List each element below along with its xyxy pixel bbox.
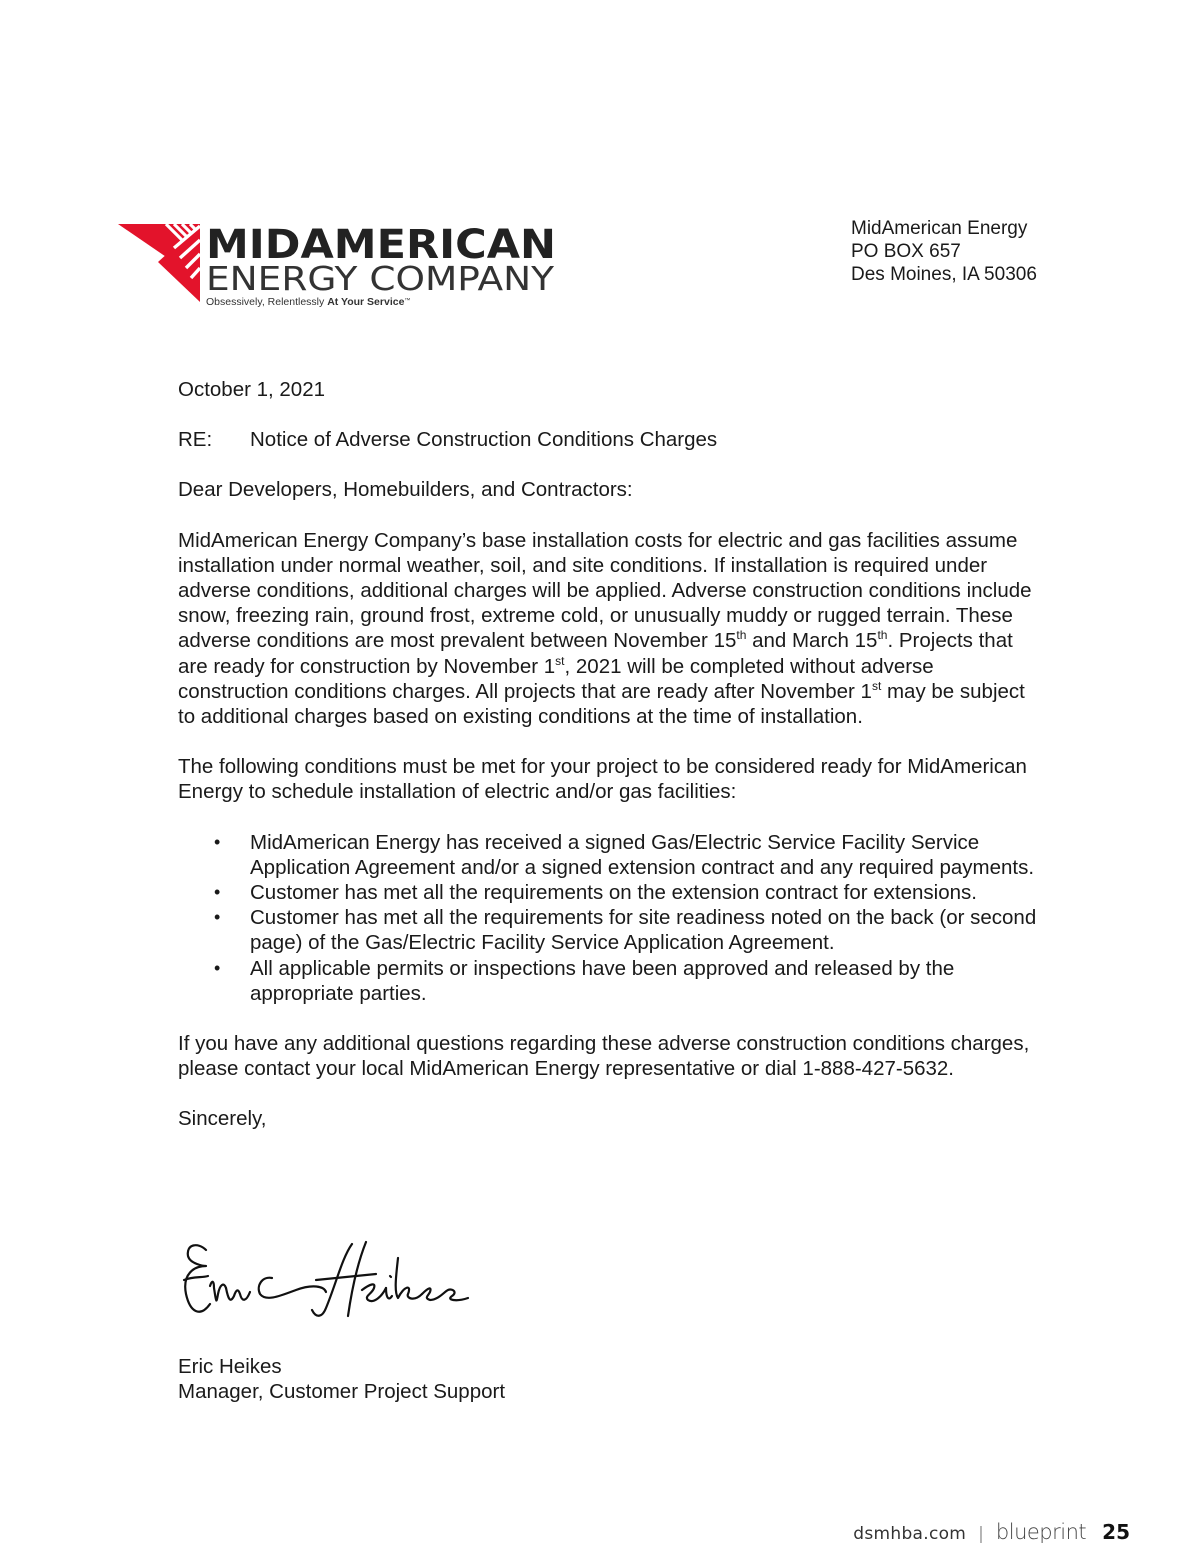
- list-item-text: Customer has met all the requirements for site readiness noted on the back (or second page) of the Gas/Electric Facility Service Application Agreement.: [250, 906, 1037, 955]
- bullet-glyph: •: [214, 882, 221, 903]
- p1-part-e: may be subject to additional charges based on existing conditions at the time of installation.: [178, 679, 1025, 729]
- list-item-text: MidAmerican Energy has received a signed Gas/Electric Service Facility Service Application Agreement and/or a signed extension contract and any required payments.: [250, 830, 1035, 879]
- handwritten-signature: [176, 1232, 476, 1332]
- p1-part-b: and March 15: [746, 629, 878, 653]
- p1-part-c: . Projects that are ready for construction by November 1: [178, 629, 1013, 678]
- list-item: [178, 956, 1038, 1006]
- sup-th-1: th: [736, 628, 747, 643]
- address-line-3: Des Moines, IA 50306: [851, 264, 1037, 285]
- p1-part-d: , 2021 will be completed without adverse construction conditions charges. All projects that are ready after November 1: [178, 654, 934, 703]
- signer-block: [178, 1354, 505, 1404]
- paragraph-adverse-conditions: [178, 528, 1038, 730]
- bullet-glyph: •: [214, 957, 221, 978]
- footer-site: dsmhba.com: [853, 1524, 967, 1544]
- subject-text: Notice of Adverse Construction Conditions Charges: [250, 428, 718, 452]
- letter-body: [178, 377, 1038, 1132]
- logo-line1: MIDAMERICAN: [206, 222, 556, 268]
- letter-date: October 1, 2021: [178, 378, 326, 401]
- logo-tagline-tm: ™: [404, 298, 411, 304]
- address-line-2: PO BOX 657: [851, 241, 961, 262]
- list-item: [178, 905, 1038, 955]
- subject-label: RE:: [178, 428, 213, 452]
- footer-separator: |: [978, 1524, 984, 1544]
- p1-part-a: MidAmerican Energy Company’s base installation costs for electric and gas facilities assume installation under normal weather, soil, and site conditions. If installation is required under adverse conditions, additional charges will be applied. Adverse construction conditions include snow, freezing rain, ground frost, extreme cold, or unusually muddy or rugged terrain. These adverse conditions are most prevalent between November 15: [178, 528, 1032, 653]
- company-logo: [118, 220, 563, 312]
- subject-line: [178, 427, 1038, 452]
- list-item: [178, 880, 1038, 905]
- footer-brand: blueprint: [995, 1520, 1087, 1544]
- closing: Sincerely,: [178, 1107, 267, 1131]
- logo-line2: ENERGY COMPANY: [206, 259, 555, 298]
- page-footer: [853, 1520, 1130, 1544]
- signer-title: Manager, Customer Project Support: [178, 1380, 506, 1404]
- address-line-1: MidAmerican Energy: [851, 218, 1028, 239]
- list-item: [178, 830, 1038, 880]
- bullet-glyph: •: [214, 831, 221, 852]
- logo-tagline: [206, 296, 410, 308]
- sup-st-2: st: [871, 679, 882, 693]
- logo-tagline-bold: At Your Service: [327, 296, 405, 308]
- list-item-text: Customer has met all the requirements on the extension contract for extensions.: [250, 881, 977, 905]
- salutation: Dear Developers, Homebuilders, and Contractors:: [178, 478, 633, 502]
- list-item-text: All applicable permits or inspections have been approved and released by the appropriate parties.: [250, 956, 955, 1005]
- paragraph-contact: If you have any additional questions regarding these adverse construction conditions charges, please contact your local MidAmerican Energy representative or dial 1-888-427-5632.: [178, 1032, 1030, 1081]
- sup-th-2: th: [877, 628, 888, 643]
- signature-drawing: [176, 1232, 476, 1332]
- logo-graphic: [118, 220, 563, 312]
- conditions-list: [178, 830, 1038, 1006]
- paragraph-conditions-intro: The following conditions must be met for your project to be considered ready for MidAmerican Energy to schedule installation of electric and/or gas facilities:: [178, 755, 1027, 804]
- bullet-glyph: •: [214, 907, 221, 928]
- sup-st-1: st: [555, 653, 565, 668]
- signer-name: Eric Heikes: [178, 1355, 282, 1378]
- sender-address: [851, 217, 1037, 286]
- page-number: 25: [1102, 1520, 1130, 1544]
- logo-tagline-plain: Obsessively, Relentlessly: [206, 296, 328, 308]
